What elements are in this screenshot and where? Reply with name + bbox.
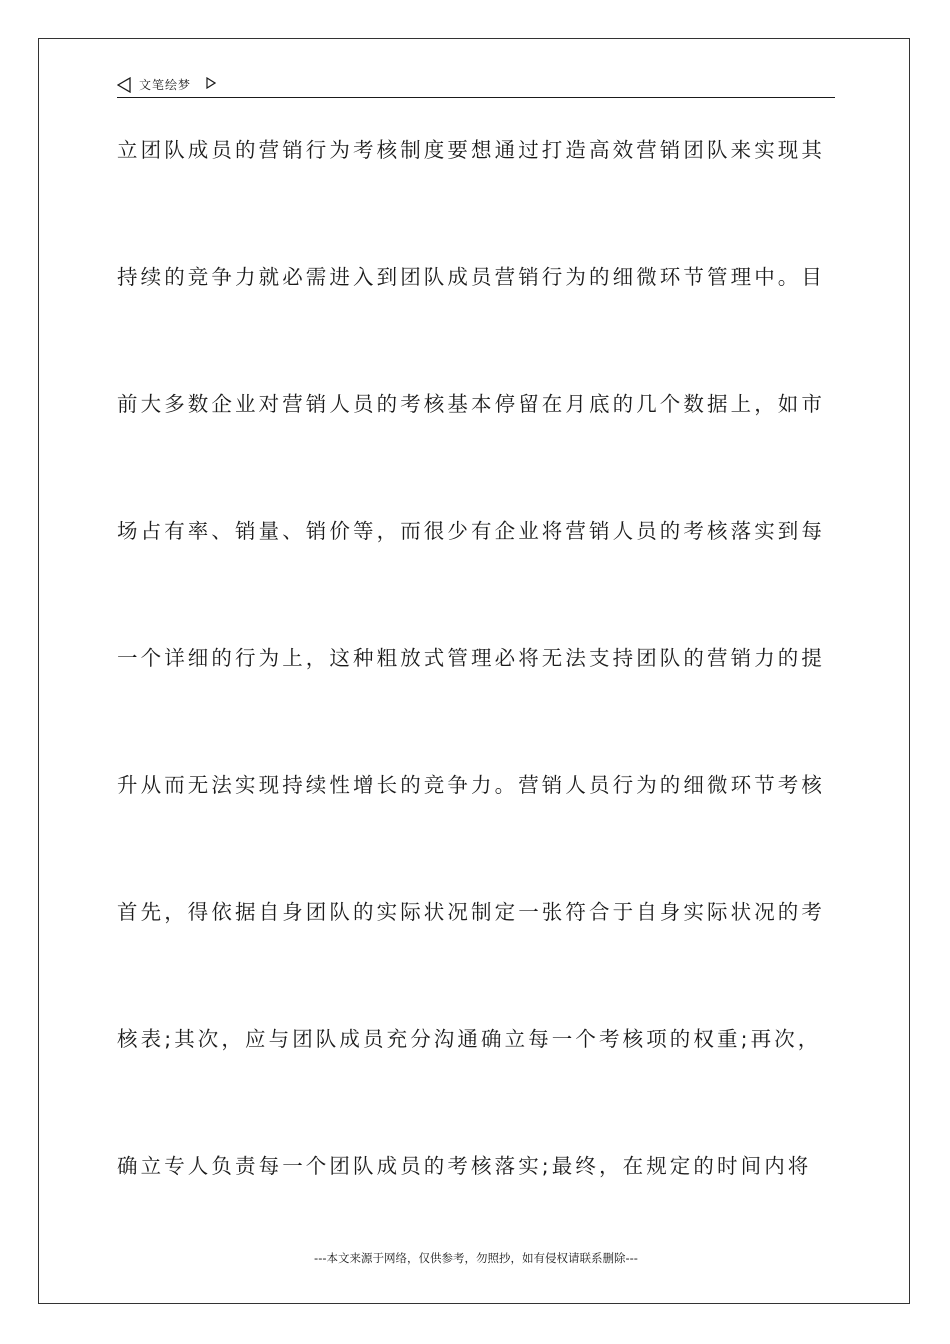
text-line: 立团队成员的营销行为考核制度要想通过打造高效营销团队来实现其 [117,138,825,162]
body-text [117,136,835,1279]
text-line: 核表;其次，应与团队成员充分沟通确立每一个考核项的权重;再次， [117,1027,822,1051]
text-line: 持续的竞争力就必需进入到团队成员营销行为的细微环节管理中。目 [117,265,825,289]
text-line: 首先，得依据自身团队的实际状况制定一张符合于自身实际状况的考 [117,900,825,924]
text-line: 场占有率、销量、销价等，而很少有企业将营销人员的考核落实到每 [117,519,825,543]
triangle-right-outline-icon [206,77,216,89]
page-header [117,74,835,98]
triangle-left-outline-icon [117,77,131,93]
text-line: 一个详细的行为上，这种粗放式管理必将无法支持团队的营销力的提 [117,646,825,670]
text-line: 升从而无法实现持续性增长的竞争力。营销人员行为的细微环节考核 [117,773,825,797]
text-line: 前大多数企业对营销人员的考核基本停留在月底的几个数据上，如市 [117,392,825,416]
text-line: 确立专人负责每一个团队成员的考核落实;最终，在规定的时间内将 [117,1154,812,1178]
page-footer: ---本文来源于网络，仅供参考，勿照抄，如有侵权请联系删除--- [314,1251,638,1265]
header-title: 文笔绘梦 [139,78,192,92]
